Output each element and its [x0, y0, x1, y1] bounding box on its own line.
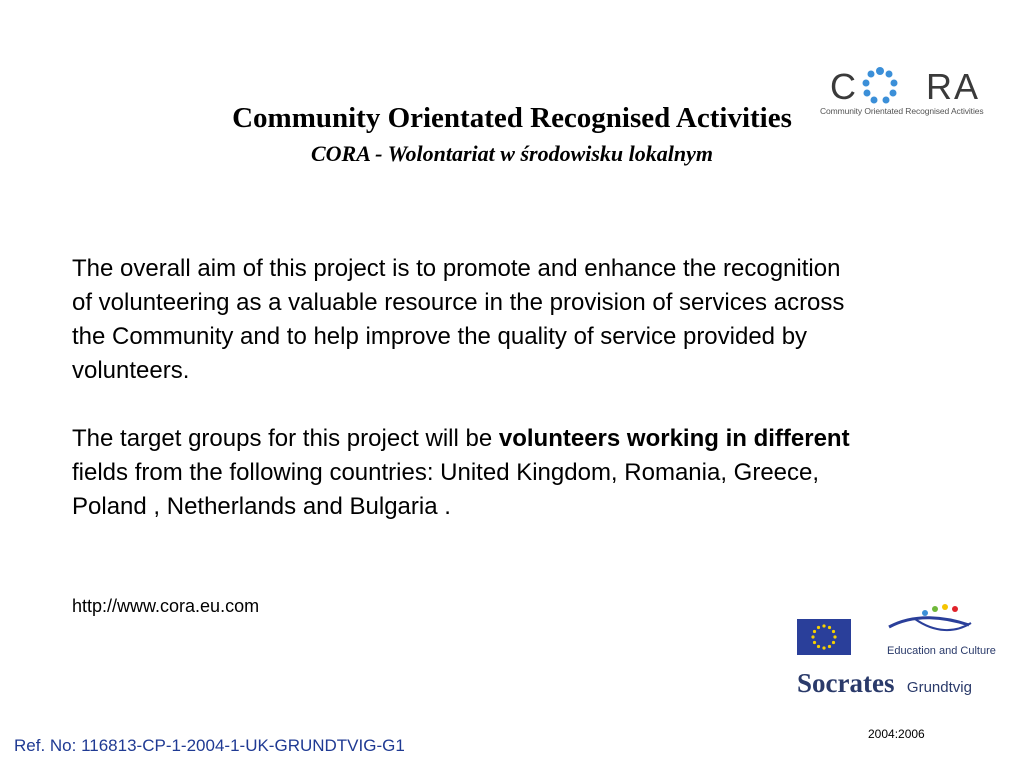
cora-logo-tagline: Community Orientated Recognised Activities — [820, 106, 984, 116]
socrates-label: Socrates — [797, 668, 895, 698]
grundtvig-label: Grundtvig — [906, 679, 972, 696]
project-years: 2004:2006 — [868, 727, 925, 741]
eu-flag-icon — [797, 619, 851, 655]
logo-letter-r: R — [926, 66, 952, 107]
body-text — [72, 252, 862, 524]
education-swoosh-icon — [885, 603, 1005, 643]
cora-logo — [818, 64, 1008, 120]
education-culture-label: Education and Culture — [887, 645, 996, 657]
target-groups-paragraph — [72, 422, 862, 524]
target-groups-text-end: fields from the following countries: United Kingdom, Romania, Greece, Poland , Netherlands and Bulgaria . — [72, 459, 820, 520]
page-subtitle: CORA - Wolontariat w środowisku lokalnym — [310, 141, 713, 166]
cora-dots-icon — [858, 66, 902, 106]
logo-letter-c: C — [830, 66, 856, 107]
logo-letter-a: A — [954, 66, 979, 107]
target-groups-text-start: The target groups for this project will be — [72, 425, 499, 452]
project-url[interactable]: http://www.cora.eu.com — [72, 596, 260, 616]
education-culture-logo — [885, 603, 1005, 659]
target-groups-emphasis: volunteers working in different — [498, 425, 850, 452]
reference-number: Ref. No: 116813-CP-1-2004-1-UK-GRUNDTVIG-G1 — [14, 736, 405, 755]
socrates-grundtvig-logo — [797, 668, 972, 699]
page-title: Community Orientated Recognised Activities — [232, 102, 792, 134]
aim-paragraph: The overall aim of this project is to promote and enhance the recognition of volunteering as a valuable resource in the provision of services across the Community and to help improve the quality of service provided by volunteers. — [72, 255, 845, 384]
